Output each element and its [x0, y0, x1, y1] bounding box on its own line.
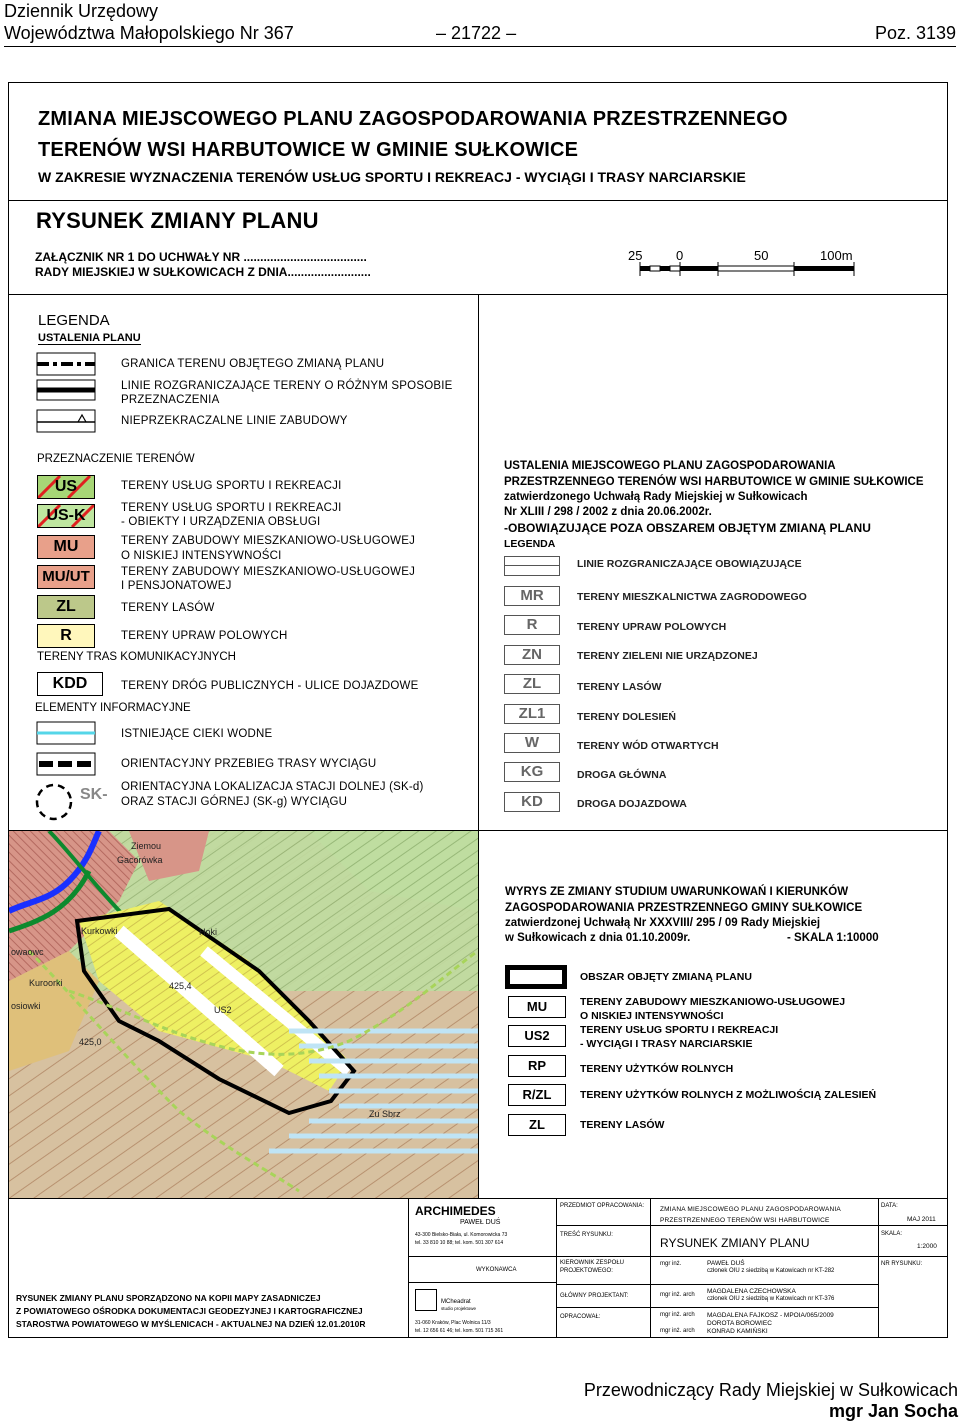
existing-label: TERENY DOLESIEŃ	[577, 711, 676, 723]
legend-lines-label: LINIE ROZGRANICZAJĄCE TERENY O RÓŻNYM SPOSOBIE	[121, 380, 453, 392]
divider	[8, 1198, 948, 1199]
scale-value: 1:2000	[917, 1243, 937, 1250]
tb-divider	[408, 1198, 409, 1338]
content-value: RYSUNEK ZMIANY PLANU	[660, 1236, 810, 1250]
studio-logo-icon	[415, 1289, 437, 1311]
existing-plan-title-3: zatwierdzonego Uchwałą Rady Miejskiej w Sułkowicach	[504, 491, 808, 503]
lead-title: mgr inż.	[660, 1261, 682, 1267]
tb-divider	[878, 1225, 948, 1226]
company-owner: PAWEŁ DUŚ	[460, 1219, 501, 1226]
existing-label: DROGA DOJAZDOWA	[577, 798, 687, 810]
legend-muut-label-2: I PENSJONATOWEJ	[121, 580, 232, 592]
scale-ruler	[636, 262, 858, 276]
study-title-2: ZAGOSPODAROWANIA PRZESTRZENNEGO GMINY SUŁKOWICE	[505, 902, 863, 914]
subject-label: PRZEDMIOT OPRACOWANIA:	[560, 1203, 645, 1209]
tb-divider	[878, 1198, 879, 1338]
chief-license: członek OIU z siedzibą w Katowicach nr KT-376	[707, 1296, 835, 1302]
legend-subtitle: USTALENIA PLANU	[38, 332, 141, 344]
date-value: MAJ 2011	[907, 1216, 936, 1223]
base-map-note-2: Z POWIATOWEGO OŚRODKA DOKUMENTACJI GEODEZYJNEJ I KARTOGRAFICZNEJ	[16, 1306, 363, 1316]
existing-lines-symbol	[504, 556, 560, 576]
existing-plan-title-1: USTALENIA MIEJSCOWEGO PLANU ZAGOSPODAROWANIA	[504, 460, 836, 472]
contractor-label: WYKONAWCA	[476, 1267, 517, 1273]
existing-code: MR	[504, 586, 560, 606]
legend-lift-label: ORIENTACYJNY PRZEBIEG TRASY WYCIĄGU	[121, 758, 377, 770]
legend-section-purpose: PRZEZNACZENIE TERENÓW	[37, 453, 195, 465]
existing-plan-legend: LEGENDA	[504, 538, 556, 550]
chief-title: mgr inż. arch	[660, 1292, 695, 1298]
header-rule	[4, 46, 956, 47]
existing-code: R	[504, 615, 560, 635]
existing-code: ZL	[504, 674, 560, 694]
tb-divider	[556, 1198, 557, 1338]
legend-us-label: TERENY USŁUG SPORTU I REKREACJI	[121, 480, 342, 492]
drawing-number-label: NR RYSUNKU:	[881, 1261, 923, 1267]
scale-label: 25	[628, 248, 643, 263]
legend-mu-label-1: TERENY ZABUDOWY MIESZKANIOWO-USŁUGOWEJ	[121, 535, 416, 547]
scale-label: 50	[754, 248, 769, 263]
symbol-zl: ZL	[37, 595, 95, 619]
divider	[478, 294, 479, 1198]
position-number: Poz. 3139	[874, 23, 956, 43]
author-3-name: KONRAD KAMIŃSKI	[707, 1328, 768, 1335]
study-zl-label: TERENY LASÓW	[580, 1119, 665, 1131]
existing-label: DROGA GŁÓWNA	[577, 769, 667, 781]
existing-code: ZN	[504, 645, 560, 665]
studio-address: 31-060 Kraków, Plac Wolnica 11/3	[415, 1320, 491, 1326]
scale-label: 100m	[820, 248, 853, 263]
area-label: OBSZAR OBJĘTY ZMIANĄ PLANU	[580, 971, 752, 983]
area-symbol	[505, 965, 567, 989]
map-label: osiowki	[11, 1001, 41, 1011]
lead-label: KIEROWNIK ZESPOŁU PROJEKTOWEGO:	[560, 1260, 625, 1274]
tb-divider	[556, 1307, 878, 1308]
divider	[8, 200, 948, 201]
study-code-mu: MU	[508, 996, 566, 1018]
existing-code: W	[504, 733, 560, 753]
legend-kdd-label: TERENY DRÓG PUBLICZNYCH - ULICE DOJAZDOWE	[121, 680, 419, 692]
legend-sk-label-1: ORIENTACYJNA LOKALIZACJA STACJI DOLNEJ (SK-d)	[121, 781, 424, 793]
symbol-kdd: KDD	[37, 672, 103, 696]
existing-code: KD	[504, 792, 560, 812]
legend-border-label: GRANICA TERENU OBJĘTEGO ZMIANĄ PLANU	[121, 358, 385, 370]
existing-label: TERENY LASÓW	[577, 681, 662, 693]
content-label: TREŚĆ RYSUNKU:	[560, 1232, 613, 1238]
symbol-mu: MU	[37, 535, 95, 559]
study-rp-label: TERENY UŻYTKÓW ROLNYCH	[580, 1063, 734, 1075]
info-symbols	[36, 720, 98, 780]
plan-title-1: ZMIANA MIEJSCOWEGO PLANU ZAGOSPODAROWANIA PRZESTRZENNEGO	[38, 108, 788, 130]
journal-title: Dziennik Urzędowy	[4, 1, 159, 21]
legend-muut-label-1: TERENY ZABUDOWY MIESZKANIOWO-USŁUGOWEJ	[121, 566, 416, 578]
legend-section-info: ELEMENTY INFORMACYJNE	[35, 702, 191, 714]
scale-label: 0	[676, 248, 684, 263]
station-code: SK-	[80, 786, 108, 803]
legend-lines-label-2: PRZEZNACZENIA	[121, 394, 220, 406]
author-3-title: mgr inż. arch	[660, 1328, 695, 1334]
author-1-name: MAGDALENA FAJKOSZ - MPOIA/065/2009	[707, 1312, 834, 1319]
legend-title: LEGENDA	[38, 312, 110, 329]
tb-divider	[556, 1284, 878, 1285]
study-code-rp: RP	[508, 1055, 566, 1077]
company-address: 43-300 Bielsko-Biała, ul. Komorowicka 73	[415, 1232, 508, 1238]
legend-r-label: TERENY UPRAW POLOWYCH	[121, 630, 288, 642]
chief-label: GŁÓWNY PROJEKTANT:	[560, 1293, 629, 1299]
legend-sk-label-2: ORAZ STACJI GÓRNEJ (SK-g) WYCIĄGU	[121, 796, 348, 808]
lead-license: członek OIU z siedzibą w Katowicach nr KT-282	[707, 1268, 835, 1274]
chief-name: MAGDALENA CZECHOWSKA	[707, 1288, 796, 1295]
existing-code: ZL1	[504, 704, 560, 724]
tb-divider	[408, 1282, 556, 1283]
study-mu-label-2: O NISKIEJ INTENSYWNOŚCI	[580, 1010, 724, 1022]
study-scale: - SKALA 1:10000	[787, 932, 879, 944]
existing-lines-label: LINIE ROZGRANICZAJĄCE OBOWIĄZUJĄCE	[577, 558, 802, 570]
signature-role: Przewodniczący Rady Miejskiej w Sułkowicach	[583, 1380, 958, 1400]
station-symbol	[34, 782, 78, 822]
plan-title-2: TERENÓW WSI HARBUTOWICE W GMINIE SUŁKOWICE	[38, 139, 579, 161]
scale-label: SKALA:	[881, 1231, 903, 1237]
map-label: Kurkowki	[81, 926, 118, 936]
map-label: Ziemou	[131, 841, 162, 851]
signature-name: mgr Jan Socha	[828, 1401, 958, 1421]
legend-section-roads: TERENY TRAS KOMUNIKACYJNYCH	[37, 651, 236, 663]
tb-divider	[408, 1256, 556, 1257]
studio-phone: tel. 12 656 61 46; tel. kom. 501 715 361	[415, 1328, 504, 1334]
study-code-rzl: R/ZL	[508, 1084, 566, 1106]
base-map-note-1: RYSUNEK ZMIANY PLANU SPORZĄDZONO NA KOPII MAPY ZASADNICZEJ	[16, 1293, 321, 1303]
company-name: ARCHIMEDES	[415, 1204, 496, 1218]
lead-name: PAWEŁ DUŚ	[707, 1260, 745, 1267]
legend-usk-label-1: TERENY USŁUG SPORTU I REKREACJI	[121, 502, 342, 514]
date-label: DATA:	[881, 1203, 898, 1209]
symbol-us-k: US-K	[37, 504, 95, 528]
legend-build-label: NIEPRZEKRACZALNE LINIE ZABUDOWY	[121, 415, 348, 427]
study-us2-label-2: - WYCIĄGI I TRASY NARCIARSKIE	[580, 1038, 753, 1050]
page-number: – 21722 –	[436, 23, 517, 43]
author-1-title: mgr inż. arch	[660, 1312, 695, 1318]
existing-label: TERENY UPRAW POLOWYCH	[577, 621, 727, 633]
existing-label: TERENY ZIELENI NIE URZĄDZONEJ	[577, 650, 758, 662]
subject-value: ZMIANA MIEJSCOWEGO PLANU ZAGOSPODAROWANIA PRZESTRZENNEGO TERENÓW WSI HARBUTOWICE	[660, 1206, 841, 1224]
tb-divider	[650, 1198, 651, 1338]
map-label: 425,0	[79, 1037, 102, 1047]
study-code-zl: ZL	[508, 1114, 566, 1136]
symbol-us: US	[37, 475, 95, 499]
company-phone: tel. 33 810 10 88; tel. kom. 501 307 614	[415, 1240, 504, 1246]
legend-usk-label-2: - OBIEKTY I URZĄDZENIA OBSŁUGI	[121, 516, 321, 528]
journal-subtitle: Województwa Małopolskiego Nr 367	[4, 23, 294, 43]
existing-label: TERENY MIESZKALNICTWA ZAGRODOWEGO	[577, 591, 807, 603]
study-code-us2: US2	[508, 1025, 566, 1047]
study-title-3: zatwierdzonej Uchwałą Nr XXXVIII/ 295 / 09 Rady Miejskiej	[505, 917, 821, 929]
studio-name: MCheadrat	[441, 1299, 471, 1305]
study-us2-label-1: TERENY USŁUG SPORTU I REKREACJI	[580, 1024, 779, 1036]
map-label: owaowc	[11, 947, 44, 957]
map-label: Hoki	[199, 927, 218, 937]
symbol-r: R	[37, 624, 95, 648]
author-2-name: DOROTA BOROWIEC	[707, 1320, 772, 1327]
existing-plan-title-4: Nr XLIII / 298 / 2002 z dnia 20.06.2002r.	[504, 506, 712, 518]
map-label: 425,4	[169, 981, 192, 991]
map-label: Zu Sbrz	[369, 1109, 401, 1119]
map-label: Kuroorki	[29, 978, 63, 988]
study-rzl-label: TERENY UŻYTKÓW ROLNYCH Z MOŻLIWOŚCIĄ ZALESIEŃ	[580, 1089, 877, 1101]
existing-plan-title-2: PRZESTRZENNEGO TERENÓW WSI HARBUTOWICE W GMINIE SUŁKOWICE	[504, 476, 924, 488]
attachment-line-1: ZAŁĄCZNIK NR 1 DO UCHWAŁY NR .....................................	[35, 250, 367, 264]
base-map-note-3: STAROSTWA POWIATOWEGO W MYŚLENICACH - AKTUALNEJ NA DZIEŃ 12.01.2010R	[16, 1319, 366, 1329]
author-label: OPRACOWAŁ:	[560, 1314, 601, 1320]
legend-water-label: ISTNIEJĄCE CIEKI WODNE	[121, 728, 273, 740]
plan-map	[9, 831, 478, 1198]
study-title-1: WYRYS ZE ZMIANY STUDIUM UWARUNKOWAŃ I KIERUNKÓW	[505, 886, 849, 898]
study-title-4: w Sułkowicach z dnia 01.10.2009r.	[505, 932, 691, 944]
existing-code: KG	[504, 762, 560, 782]
legend-zl-label: TERENY LASÓW	[121, 602, 215, 614]
symbol-mu-ut: MU/UT	[37, 565, 95, 589]
study-mu-label-1: TERENY ZABUDOWY MIESZKANIOWO-USŁUGOWEJ	[580, 996, 846, 1008]
map-label: US2	[214, 1005, 232, 1015]
attachment-line-2: RADY MIEJSKIEJ W SUŁKOWICACH Z DNIA.........................	[35, 265, 371, 279]
drawing-title: RYSUNEK ZMIANY PLANU	[36, 208, 319, 233]
studio-sub: studio projektowe	[441, 1306, 477, 1311]
tb-divider	[556, 1256, 948, 1257]
plan-title-3: W ZAKRESIE WYZNACZENIA TERENÓW USŁUG SPORTU I REKREACJ - WYCIĄGI I TRASY NARCIARSKIE	[38, 169, 746, 185]
line-symbols	[36, 352, 98, 436]
map-label: Gacorówka	[117, 855, 163, 865]
existing-plan-title-5: -OBOWIĄZUJĄCE POZA OBSZAREM OBJĘTYM ZMIANĄ PLANU	[504, 521, 871, 535]
existing-label: TERENY WÓD OTWARTYCH	[577, 740, 719, 752]
legend-mu-label-2: O NISKIEJ INTENSYWNOŚCI	[121, 550, 282, 562]
